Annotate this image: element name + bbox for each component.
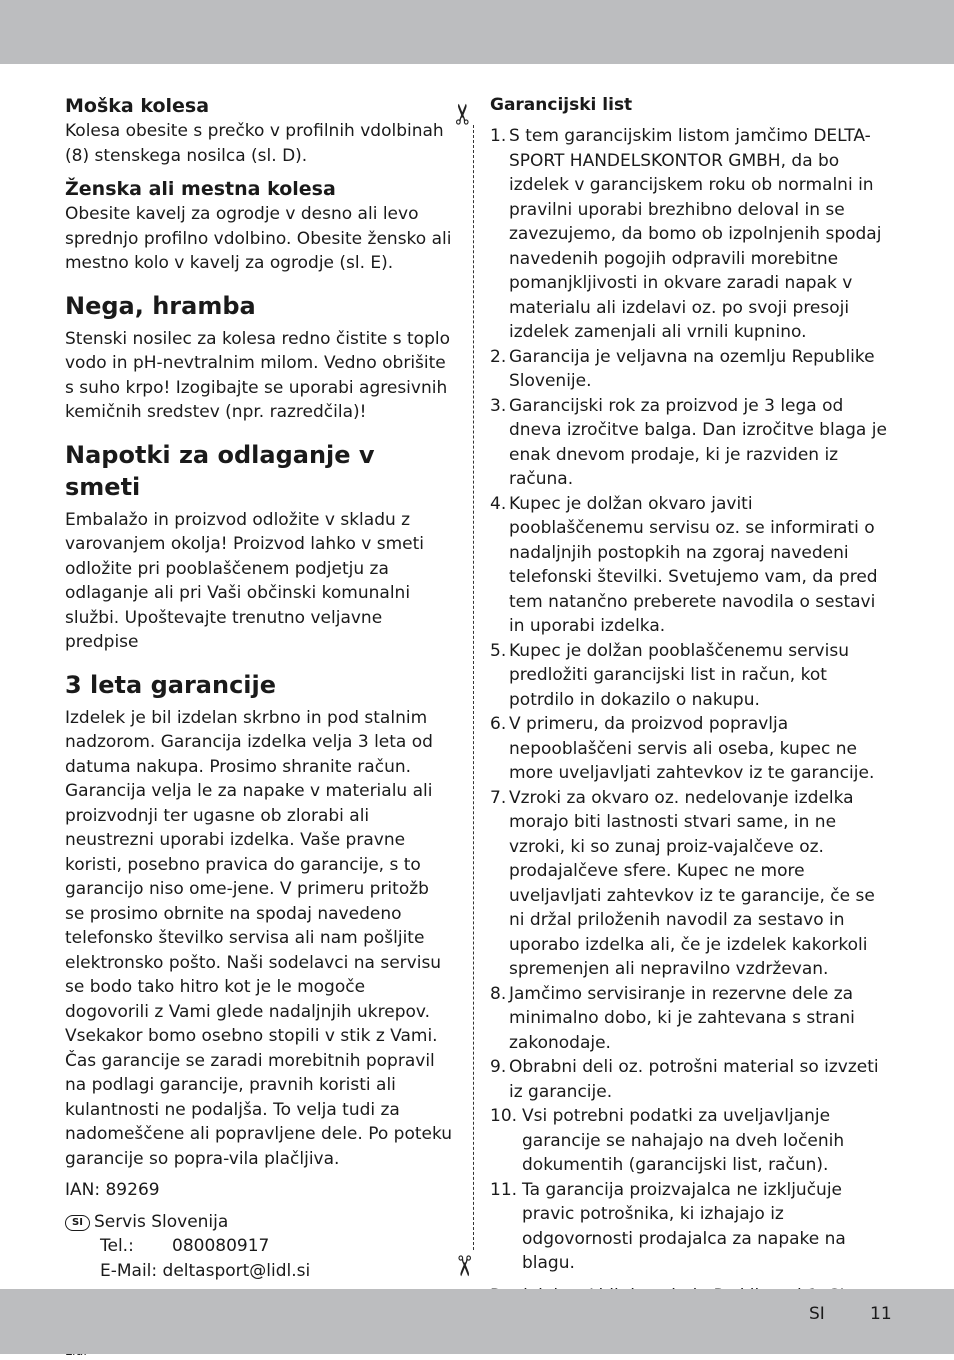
female-bikes-heading: Ženska ali mestna kolesa bbox=[65, 178, 336, 200]
care-text: Stenski nosilec za kolesa redno čistite s toplo vodo in pH-nevtralnim milom. Vedno obrišite s suho krpo! Izogibajte se uporabi agresivnih kemičnih sredstev (npr. razredčila)! bbox=[65, 328, 450, 422]
warranty-conditions-list bbox=[490, 124, 890, 1276]
list-item: 6. V primeru, da proizvod popravlja nepooblaščeni servis ali oseba, kupec ne more uveljavljati zahtevkov iz te garancije. bbox=[490, 714, 875, 783]
warranty-text: Izdelek je bil izdelan skrbno in pod stalnim nadzorom. Garancija izdelka velja 3 leta od datuma nakupa. Prosimo shranite račun. Garancija velja le za napake v materialu ali proizvodnji ter ugasne ob zlorabi ali neustrezni uporabi izdelka. Vaše pravne koristi, posebno pravica do garancije, s to garancijo niso ome-jene. V primeru pritožb se prosimo obrnite na spodaj navedeno telefonsko številko servisa ali nam pošljite elektronsko pošto. Naši sodelavci na servisu se bodo tako hitro kot je le mogoče dogovorili z Vami glede nadaljnjih ukrepov. Vsekakor bomo osebno stopili v stik z Vami. Čas garancije se zaradi morebitnih popravil na podlagi garancije, pravnih koristi ali kulantnosti ne podaljša. To velja tudi za nadomeščene ali popravljene dele. Po poteku garancije so popra-vila plačljiva. bbox=[65, 707, 453, 1169]
email-label: E-Mail: bbox=[100, 1260, 158, 1281]
list-item: 7. Vzroki za okvaro oz. nedelovanje izdelka morajo biti lastnosti stvari same, in ne vzroki, ki so zunaj proiz-vajalčeve oz. prodajalčeve sfere. Kupec ne more uveljavljati zahtevkov iz te garancije, če se ni držal priloženih navodil za sestavo in uporabo izdelka ali, če je izdelek kakorkoli spremenjen ali nepravilno vzdrževan. bbox=[490, 787, 875, 979]
female-bikes-text: Obesite kavelj za ogrodje v desno ali levo sprednjo profilno vdolbino. Obesite žensko ali mestno kolo v kavelj za ogrodje (sl. E). bbox=[65, 204, 452, 273]
right-column bbox=[490, 93, 890, 1333]
list-item: 3. Garancijski rok za proizvod je 3 lega od dneva izročitve balga. Dan izročitve blaga je enak dnevom prodaje, ki je razviden iz računa. bbox=[490, 395, 887, 489]
tel-label: Tel.: bbox=[100, 1236, 134, 1256]
list-item: 11. Ta garancija proizvajalca ne izključuje pravic potrošnika, ki izhajajo iz odgovornosti prodajalca za napake na blagu. bbox=[490, 1179, 846, 1273]
email-value: deltasport@lidl.si bbox=[162, 1260, 311, 1281]
top-bar bbox=[0, 0, 954, 64]
service-name: Servis Slovenija bbox=[93, 1211, 229, 1232]
tel-value: 080080917 bbox=[172, 1236, 270, 1256]
scissors-icon: ✂ bbox=[446, 102, 480, 126]
warranty-card-heading: Garancijski list bbox=[490, 95, 633, 115]
male-bikes-text: Kolesa obesite s prečko v profilnih vdolbinah (8) stenskega nosilca (sl. D). bbox=[65, 121, 444, 166]
service-block bbox=[65, 1210, 453, 1284]
footer-language: SI bbox=[809, 1304, 825, 1324]
list-item: 1. S tem garancijskim listom jamčimo DELTA-SPORT HANDELSKONTOR GMBH, da bo izdelek v garancijskem roku ob normalni in pravilni uporabi brezhibno deloval in se zavezujemo, da bomo ob izpolnjenih spodaj navedenih pogojih odpravili morebitne pomanjkljivosti in okvare zaradi napak v materialu ali izdelavi oz. po svoji presoji izdelek zamenjali ali vrnili kupnino. bbox=[490, 126, 882, 342]
list-item: 2. Garancija je veljavna na ozemlju Republike Slovenije. bbox=[490, 346, 875, 391]
disposal-heading: Napotki za odlaganje v smeti bbox=[65, 440, 375, 501]
list-item: 5. Kupec je dolžan pooblaščenemu servisu predložiti garancijski list in račun, kot potrdilo in dokazilo o nakupu. bbox=[490, 640, 849, 710]
ian-number: IAN: 89269 bbox=[65, 1180, 160, 1200]
country-badge: SI bbox=[65, 1215, 90, 1231]
list-item: 10. Vsi potrebni podatki za uveljavljanje garancije se nahajajo na dveh ločenih dokumentih (garancijski list, račun). bbox=[490, 1106, 845, 1175]
list-item: 8. Jamčimo servisiranje in rezervne dele za minimalno dobo, ki je zahtevana s strani zakonodaje. bbox=[490, 983, 855, 1053]
scissors-icon: ✂ bbox=[447, 1254, 481, 1278]
male-bikes-heading: Moška kolesa bbox=[65, 95, 210, 117]
care-heading: Nega, hramba bbox=[65, 291, 256, 320]
cut-line bbox=[473, 125, 474, 1250]
left-column bbox=[65, 93, 453, 1360]
list-item: 4. Kupec je dolžan okvaro javiti pooblaščenemu servisu oz. se informirati o nadaljnjih postopkih na zgoraj navedeni telefonski številki. Svetujemo vam, da pred tem natančno preberete navodila o sestavi in uporabi izdelka. bbox=[490, 493, 878, 636]
disposal-text: Embalažo in proizvod odložite v skladu z varovanjem okolja! Proizvod lahko v smeti odložite pri pooblaščenem podjetju za odlaganje ali pri Vaši občinski komunalni službi. Upoštevajte trenutno veljavne predpise bbox=[65, 509, 424, 652]
page-number: 11 bbox=[870, 1304, 892, 1324]
list-item: 9. Obrabni deli oz. potrošni material so izvzeti iz garancije. bbox=[490, 1057, 879, 1102]
warranty-heading: 3 leta garancije bbox=[65, 670, 277, 699]
